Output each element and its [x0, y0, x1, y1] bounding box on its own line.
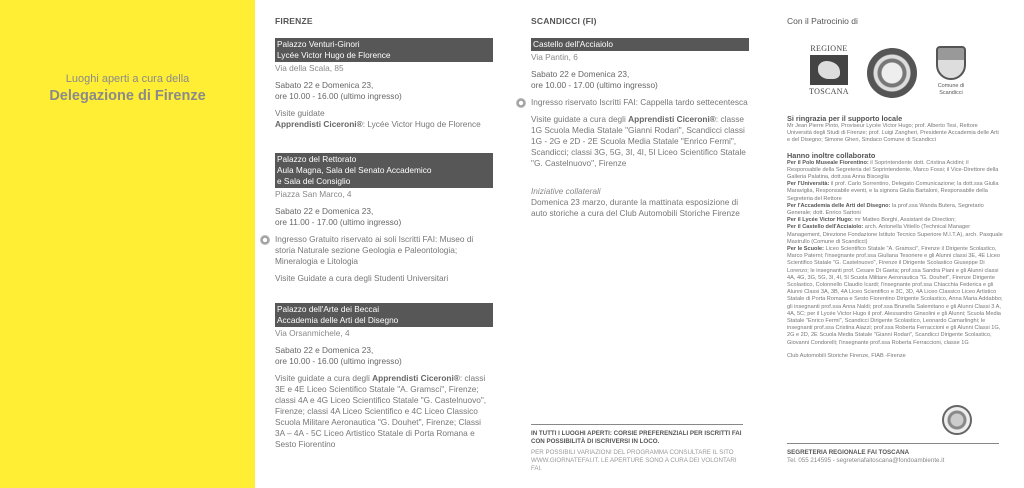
visit-prefix: Visite guidate a cura degli — [531, 114, 629, 124]
time-line: ore 10.00 - 17.00 (ultimo ingresso) — [531, 80, 658, 90]
visit-bold: Apprendisti Ciceroni® — [628, 114, 716, 124]
collab-item — [787, 181, 1003, 203]
collab-section — [787, 151, 1003, 347]
place-subname: Lycée Victor Hugo de Florence — [277, 50, 391, 60]
place-name: Castello dell'Acciaiolo — [533, 39, 613, 49]
visit-rest: : Lycée Victor Hugo de Florence — [362, 119, 481, 129]
regione-toscana-logo — [809, 44, 849, 100]
place-subname: e Sala del Consiglio — [277, 176, 351, 186]
place-subname: Aula Magna, Sala del Senato Accademico — [277, 165, 432, 175]
place-dates — [275, 206, 493, 228]
note-text: Ingresso Gratuito riservato ai soli Iscritti FAI: Museo di storia Naturale sezione Geologia e Paleontologia; Mineralogia e Litologia — [275, 234, 474, 266]
place-dates — [275, 80, 493, 102]
club-seal-icon — [942, 405, 972, 435]
place-note — [531, 97, 749, 108]
logo-text-top: REGIONE — [810, 44, 848, 53]
place-name: Palazzo Venturi-Ginori — [277, 39, 360, 49]
visit-label: Visite guidate — [275, 108, 325, 118]
time-line: ore 10.00 - 16.00 (ultimo ingresso) — [275, 91, 402, 101]
collab-item-label: Per l'Accademia delle Arti del Disegno: — [787, 202, 891, 209]
collab-item-label: Per il Polo Museale Fiorentino: — [787, 159, 869, 166]
place-address: Via della Scala, 85 — [275, 63, 344, 73]
visit-bold: Apprendisti Ciceroni® — [275, 119, 363, 129]
visit-detail — [275, 119, 493, 130]
intro-subtitle: Luoghi aperti a cura della — [65, 73, 190, 85]
place-title-bar — [275, 303, 493, 327]
info-footer — [531, 424, 743, 473]
intro-title: Delegazione di Firenze — [49, 88, 206, 104]
visit-bold: Apprendisti Ciceroni® — [372, 373, 460, 383]
place-dates — [275, 345, 493, 367]
thanks-text: Mr Jean Pierre Pinto, Proviseur Lycée Victor Hugo; prof. Alberto Tesi, Rettore Università degli Studi di Firenze; prof. Luigi Zangheri, Presidente Accademia delle Arti e del Disegno; Simone Gheri, Sindaco Comune di Scandicci — [787, 123, 999, 144]
city-heading-firenze: FIRENZE — [275, 16, 313, 26]
scandicci-column — [531, 16, 749, 219]
date-line: Sabato 22 e Domenica 23, — [531, 69, 630, 79]
collab-item — [787, 246, 1003, 347]
fai-member-icon — [516, 98, 526, 108]
segreteria-contact: Tel. 055 214595 - segreteriafaitoscana@fondoambiente.it — [787, 457, 945, 464]
university-seal-icon — [867, 48, 917, 98]
sponsors-column — [787, 16, 1003, 360]
info-footer-bold: IN TUTTI I LUOGHI APERTI: CORSIE PREFERENZIALI PER ISCRITTI FAI CON POSSIBILITÀ DI ISCRIVERSI IN LOCO. — [531, 430, 742, 445]
collab-item-text: mr Matteo Borghi, Assistant de Direction; — [852, 217, 956, 224]
segreteria-title: SEGRETERIA REGIONALE FAI TOSCANA — [787, 449, 910, 456]
pegasus-icon — [810, 55, 848, 85]
place-visits — [275, 373, 493, 450]
comune-scandicci-logo — [931, 46, 971, 97]
intro-block — [0, 72, 255, 105]
visit-rest: : classi 3E e 4E Liceo Scientifico Statale "A. Gramsci", Firenze; classi 4A e 4G Liceo Scientifico Statale "G. Castelnuovo", Firenze; classi 4A Liceo Scientifico e 4C Liceo Classico Scuola Militare Aeronautica "G. Douhet", Firenze; Classi 3A – 4A - 5C Liceo Artistico Statale di Porta Romana e Sesto Fiorentino — [275, 373, 487, 449]
city-heading-scandicci: SCANDICCI (FI) — [531, 16, 597, 26]
place-venturi-ginori — [275, 38, 493, 130]
place-title-bar — [275, 153, 493, 188]
club-credit: Club Automobili Storiche Firenze, FIAB -Firenze — [787, 352, 906, 359]
collab-item-label: Per il Castello dell'Acciaiolo: — [787, 224, 864, 231]
time-line: ore 10.00 - 16.00 (ultimo ingresso) — [275, 356, 402, 366]
logo-caption: Comune di Scandicci — [937, 83, 965, 96]
collab-item — [787, 160, 1003, 182]
collab-item-label: Per le Scuole: — [787, 246, 824, 253]
collab-item — [787, 217, 1003, 224]
place-address: Via Pantin, 6 — [531, 52, 578, 62]
initiatives-label: Iniziative collaterali — [531, 186, 601, 196]
visit-prefix: Visite guidate a cura degli — [275, 373, 373, 383]
collateral-initiatives — [531, 186, 749, 219]
place-name: Palazzo dell'Arte dei Beccai — [277, 304, 380, 314]
collab-item — [787, 203, 1003, 217]
collab-item-text: arch. Antonella Vitiello (Technical Manager Management, Direzione Fondazione Istituto Tecnico Superiore M.I.T.A), arch. Pasquale Mastrullo (Comune di Scandicci) — [787, 224, 1003, 245]
firenze-column — [275, 16, 493, 450]
date-line: Sabato 22 e Domenica 23, — [275, 80, 374, 90]
place-visits: Visite Guidate a cura degli Studenti Universitari — [275, 273, 449, 283]
segreteria-footer — [787, 443, 999, 465]
place-visits — [275, 108, 493, 130]
collab-item — [787, 224, 1003, 246]
date-line: Sabato 22 e Domenica 23, — [275, 345, 374, 355]
place-title-bar — [531, 38, 749, 51]
place-visits — [531, 114, 749, 169]
thanks-section — [787, 114, 1003, 145]
place-dates — [531, 69, 749, 91]
collab-item-text: la prof.ssa Wanda Butera, Segretario Generale; dott. Enrico Sartoni — [787, 202, 984, 217]
visit-rest: : classe 1G Scuola Media Statale "Gianni Rodari", Scandicci classi 1G - 2G e 2D - 2E Scuola Media Statale "Enrico Fermi", Scandicci; classi 3G, 5G, 3I, 4I, 5I Liceo Scientifico Statale "G. Castelnuovo", Firenze — [531, 114, 746, 168]
time-line: ore 11.00 - 17.00 (ultimo ingresso) — [275, 217, 402, 227]
place-name: Palazzo del Rettorato — [277, 154, 357, 164]
collab-item-text: il Soprintendente dott. Cristina Acidini; il Responsabile della Segreteria del Soprintendente, Marco Fossi; il Vice-Direttore della Galleria Palatina, dott.ssa Anna Bisceglia — [787, 159, 999, 181]
place-subname: Accademia delle Arti del Disegno — [277, 315, 399, 325]
logo-text-bottom: TOSCANA — [809, 87, 849, 96]
coat-of-arms-icon — [936, 46, 966, 80]
place-acciaiolo — [531, 38, 749, 169]
date-line: Sabato 22 e Domenica 23, — [275, 206, 374, 216]
collab-item-text: Liceo Scientifico Statale "A. Gramsci", Firenze il Dirigente Scolastico, Marco Paterni; l'insegnante prof.ssa Giuliana Tesoriere e gli Alunni classi 3E, 4E Liceo Scientifico Statale "G. Castelnuovo", Firenze il Dirigente Scolastico Giuseppe Di Lorenzo; le insegnanti prof. Cesare Di Gaeta; prof.ssa Sandra Piani e gli Alunni classi 4A, 4G, 3G, 5G, 3I, 4I, 5I Scuola Militare Aeronautica "G. Douhet", Firenze Dirigente Scolastico, Colonnello Claudio Icardi; l'insegnante prof.ssa Chiacchia Federica e gli Alunni Classi 3A, 3B, 4A Liceo Scientifico e 3C, 3D, 4A Liceo Classico Liceo Artistico Statale di Porta Romana e Sesto Fiorentino Dirigente Scolastico, Anna Maria Addabbo; gli insegnanti prof.ssa Anna Naldi; prof.ssa Brunella Salemitano e gli Alunni Classi 3 A, 4A, 5C; per il Lycée Victor Hugo il prof. Alessandro Ginsolini e gli Alunni; Scuola Media Statale "Enrico Fermi", Scandicci Dirigente Scolastico, Leonardo Camarlinghi; le insegnanti prof.ssa Cristina Aiazzi; prof.ssa Roberta Ferraccioni e gli Alunni Classi 1G, 2G e 2D, 2E Scuola Media Statale "Gianni Rodari", Scandicci Dirigente Scolastico, Giovanni Condorelli; l'insegnante prof.ssa Roberta Ferraccioni, classe 1G — [787, 246, 1003, 346]
place-rettorato — [275, 153, 493, 284]
fai-member-icon — [260, 235, 270, 245]
collab-item-label: Per l'Università: — [787, 181, 830, 188]
thanks-title: Si ringrazia per il supporto locale — [787, 114, 903, 123]
place-title-bar — [275, 38, 493, 62]
place-beccai — [275, 303, 493, 450]
place-note — [275, 234, 493, 267]
patronage-heading: Con il Patrocinio di — [787, 16, 858, 26]
info-footer-normal: PER POSSIBILI VARIAZIONI DEL PROGRAMMA CONSULTARE IL SITO WWW.GIORNATEFAI.IT. LE APERTURE SONO A CURA DEI VOLONTARI FAI. — [531, 449, 737, 472]
yellow-cover-panel — [0, 0, 255, 488]
collab-title: Hanno inoltre collaborato — [787, 150, 876, 160]
collab-item-label: Per il Lycée Victor Hugo: — [787, 217, 853, 224]
initiatives-text: Domenica 23 marzo, durante la mattinata esposizione di auto storiche a cura del Club Automobili Storiche Firenze — [531, 197, 740, 218]
patronage-logos — [787, 38, 1003, 108]
place-address: Piazza San Marco, 4 — [275, 189, 352, 199]
note-text: Ingresso riservato Iscritti FAI: Cappella tardo settecentesca — [531, 97, 748, 107]
collab-item-text: il prof. Carlo Sorrentino, Delegato Comunicazione; la dott.ssa Giulia Maraviglia, Responsabile eventi, e la signora Giulia Bartaloni, Responsabile della Segreteria del Rettore — [787, 181, 999, 202]
place-address: Via Orsanmichele, 4 — [275, 328, 350, 338]
